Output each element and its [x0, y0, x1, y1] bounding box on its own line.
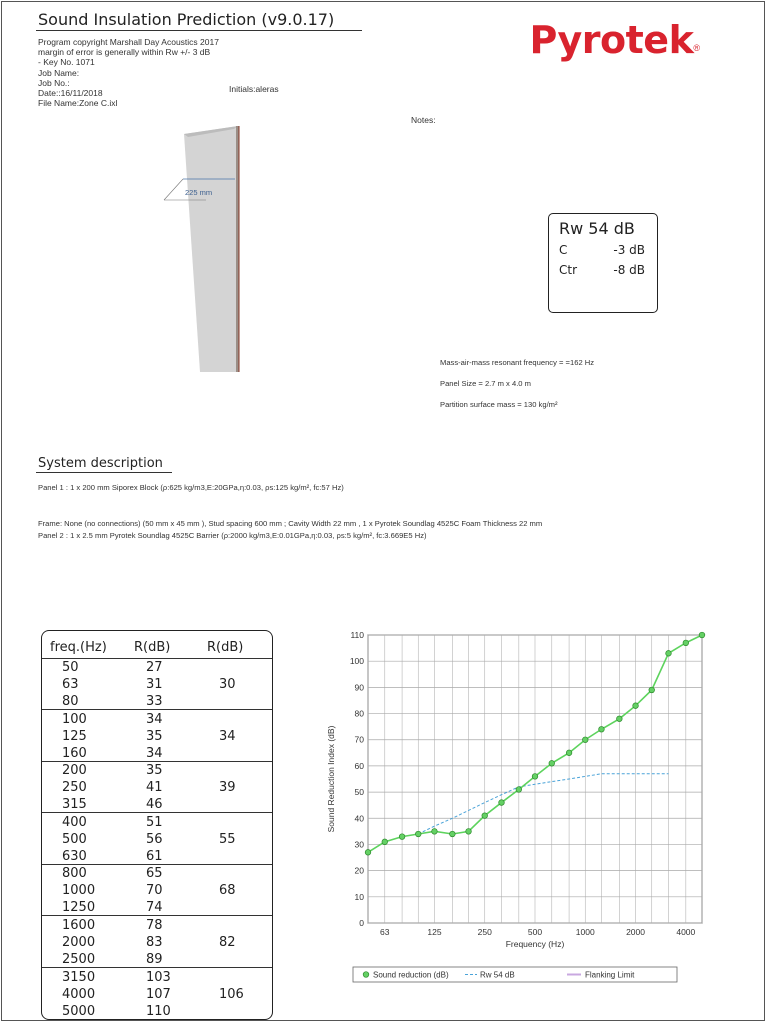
table-freq-cell: 2000	[62, 935, 96, 950]
table-octave-cell: 68	[219, 883, 236, 899]
table-group	[42, 658, 272, 710]
data-point	[699, 632, 705, 638]
header-r-octave: R(dB)	[207, 640, 244, 655]
data-point	[683, 640, 689, 646]
table-octave-cell: 82	[219, 935, 236, 950]
table-freq-cell: 63	[62, 677, 79, 692]
table-r-cell: 34	[146, 711, 163, 727]
table-header	[42, 631, 272, 659]
data-point	[599, 726, 605, 732]
table-r-cell: 107	[146, 986, 171, 1002]
table-group	[42, 813, 272, 865]
y-tick-label: 110	[350, 630, 364, 640]
info-line: margin of error is generally within Rw +/- 3 dB	[38, 47, 211, 58]
data-point	[617, 716, 623, 722]
table-r-cell: 56	[146, 831, 163, 847]
c-value: -3 dB	[613, 243, 645, 257]
table-freq-cell: 250	[62, 780, 87, 796]
table-r-cell: 65	[146, 866, 163, 882]
table-freq-cell: 500	[62, 831, 87, 847]
table-freq-cell: 4000	[62, 986, 96, 1002]
data-point	[499, 800, 505, 806]
table-r-cell: 61	[146, 848, 163, 864]
data-point	[633, 703, 639, 709]
header-freq: freq.(Hz)	[50, 640, 107, 655]
x-tick-label: 1000	[575, 927, 595, 937]
y-tick-label: 100	[349, 656, 364, 667]
data-point	[649, 687, 655, 693]
table-r-cell: 33	[146, 694, 163, 709]
table-r-cell: 41	[146, 780, 163, 796]
info-line: Job No.:	[38, 77, 70, 88]
table-r-cell: 35	[146, 763, 163, 779]
table-r-cell: 51	[146, 814, 163, 830]
table-r-cell: 34	[146, 745, 163, 761]
data-point	[399, 834, 405, 840]
panel2-description: Panel 2 : 1 x 2.5 mm Pyrotek Soundlag 4525C Barrier (ρ:2000 kg/m3,E:0.01GPa,η:0.03, ρs:5 kg/m², fc:3.669E5 Hz)	[38, 531, 427, 540]
data-point	[365, 850, 371, 856]
frequency-table	[41, 630, 273, 1020]
resonant-frequency: Mass-air-mass resonant frequency = =162 Hz	[440, 358, 595, 367]
table-r-cell: 35	[146, 728, 163, 744]
frame-description: Frame: None (no connections) (50 mm x 45 mm ), Stud spacing 600 mm ; Cavity Width 22 mm , 1 x Pyrotek Soundlag 4525C Foam Thickness 22 mm	[38, 519, 543, 528]
y-tick-label: 60	[354, 760, 364, 771]
data-point	[516, 787, 522, 793]
y-tick-label: 30	[354, 839, 364, 850]
legend-label-sound-reduction: Sound reduction (dB)	[373, 970, 449, 980]
table-freq-cell: 80	[62, 694, 79, 709]
data-point	[582, 737, 588, 743]
table-freq-cell: 125	[62, 728, 87, 744]
table-r-cell: 89	[146, 952, 163, 967]
data-point	[466, 829, 472, 835]
table-freq-cell: 315	[62, 797, 87, 813]
table-octave-cell: 39	[219, 780, 236, 796]
legend-marker-sound-reduction	[363, 972, 369, 978]
registered-mark: ®	[693, 43, 700, 53]
table-r-cell: 78	[146, 918, 163, 933]
title-underline	[36, 30, 362, 31]
table-group	[42, 710, 272, 762]
ctr-value: -8 dB	[613, 263, 645, 277]
table-freq-cell: 100	[62, 711, 87, 727]
x-tick-label: 4000	[676, 927, 696, 937]
y-tick-label: 80	[354, 708, 364, 719]
data-point	[549, 760, 555, 766]
dimension-label: 225 mm	[185, 188, 213, 197]
y-tick-label: 20	[354, 865, 364, 876]
table-group	[42, 968, 272, 1019]
table-r-cell: 74	[146, 900, 163, 916]
table-freq-cell: 400	[62, 814, 87, 830]
y-tick-label: 40	[354, 813, 364, 824]
panel-size: Panel Size = 2.7 m x 4.0 m	[440, 379, 531, 388]
info-line: File Name:Zone C.ixl	[38, 98, 118, 109]
data-point	[482, 813, 488, 819]
rw-value: Rw 54 dB	[559, 219, 635, 238]
table-r-cell: 27	[146, 660, 163, 675]
surface-mass: Partition surface mass = 130 kg/m²	[440, 400, 558, 409]
system-description-title: System description	[38, 456, 163, 471]
table-r-cell: 70	[146, 883, 163, 899]
ctr-label: Ctr	[559, 263, 578, 277]
y-tick-label: 90	[354, 682, 364, 693]
logo-text: Pyrotek	[529, 18, 694, 62]
y-axis-label: Sound Reduction Index (dB)	[326, 725, 336, 833]
data-point	[432, 829, 438, 835]
rating-box	[548, 213, 658, 313]
table-freq-cell: 50	[62, 660, 79, 675]
table-group	[42, 761, 272, 813]
x-tick-label: 63	[380, 927, 390, 937]
y-tick-label: 70	[354, 734, 364, 745]
table-freq-cell: 2500	[62, 952, 96, 967]
page-title: Sound Insulation Prediction (v9.0.17)	[38, 10, 335, 29]
x-tick-label: 2000	[626, 927, 646, 937]
notes-label: Notes:	[411, 115, 436, 125]
info-line: Date::16/11/2018	[38, 88, 103, 99]
ctr-row	[559, 263, 645, 277]
initials: Initials:aleras	[229, 84, 279, 94]
table-freq-cell: 200	[62, 763, 87, 779]
data-point	[532, 774, 538, 780]
pyrotek-logo	[529, 18, 700, 62]
x-tick-label: 125	[427, 927, 442, 937]
table-freq-cell: 3150	[62, 969, 96, 985]
c-row	[559, 243, 645, 257]
table-octave-cell: 106	[219, 986, 244, 1002]
system-description-underline	[36, 472, 172, 473]
x-axis-label: Frequency (Hz)	[505, 939, 565, 949]
table-freq-cell: 1600	[62, 918, 96, 933]
info-line: Program copyright Marshall Day Acoustics 2017	[38, 37, 219, 47]
data-point	[666, 651, 672, 657]
y-tick-label: 10	[354, 891, 364, 902]
data-point	[415, 831, 421, 837]
table-freq-cell: 630	[62, 848, 87, 864]
table-group	[42, 864, 272, 916]
c-label: C	[559, 243, 568, 257]
data-point	[566, 750, 572, 756]
table-r-cell: 103	[146, 969, 171, 985]
table-octave-cell: 30	[219, 677, 236, 692]
header-info	[38, 37, 219, 108]
header-r-third: R(dB)	[134, 640, 171, 655]
info-line: Job Name:	[38, 67, 80, 78]
table-r-cell: 46	[146, 797, 163, 813]
sound-reduction-chart	[322, 628, 712, 990]
y-tick-label: 0	[359, 918, 364, 928]
table-freq-cell: 1250	[62, 900, 96, 916]
table-freq-cell: 800	[62, 866, 87, 882]
table-freq-cell: 5000	[62, 1003, 96, 1019]
legend-label-rw: Rw 54 dB	[480, 970, 515, 980]
y-tick-label: 50	[354, 787, 364, 798]
table-octave-cell: 34	[219, 728, 236, 744]
wall-section-drawing	[150, 120, 260, 380]
panel1-description: Panel 1 : 1 x 200 mm Siporex Block (ρ:625 kg/m3,E:20GPa,η:0.03, ρs:125 kg/m², fc:57 Hz)	[38, 483, 344, 492]
legend-label-flanking: Flanking Limit	[585, 970, 635, 980]
table-r-cell: 31	[146, 677, 163, 692]
dimension-leader	[164, 179, 183, 200]
data-point	[382, 839, 388, 845]
table-r-cell: 83	[146, 935, 163, 950]
info-line: - Key No. 1071	[38, 57, 95, 68]
data-point	[450, 831, 456, 837]
x-tick-label: 250	[477, 927, 492, 937]
table-freq-cell: 1000	[62, 883, 96, 899]
table-freq-cell: 160	[62, 745, 87, 761]
x-tick-label: 500	[527, 927, 543, 937]
table-octave-cell: 55	[219, 831, 236, 847]
table-r-cell: 110	[146, 1003, 171, 1019]
wall-block	[184, 126, 238, 372]
table-group	[42, 916, 272, 968]
